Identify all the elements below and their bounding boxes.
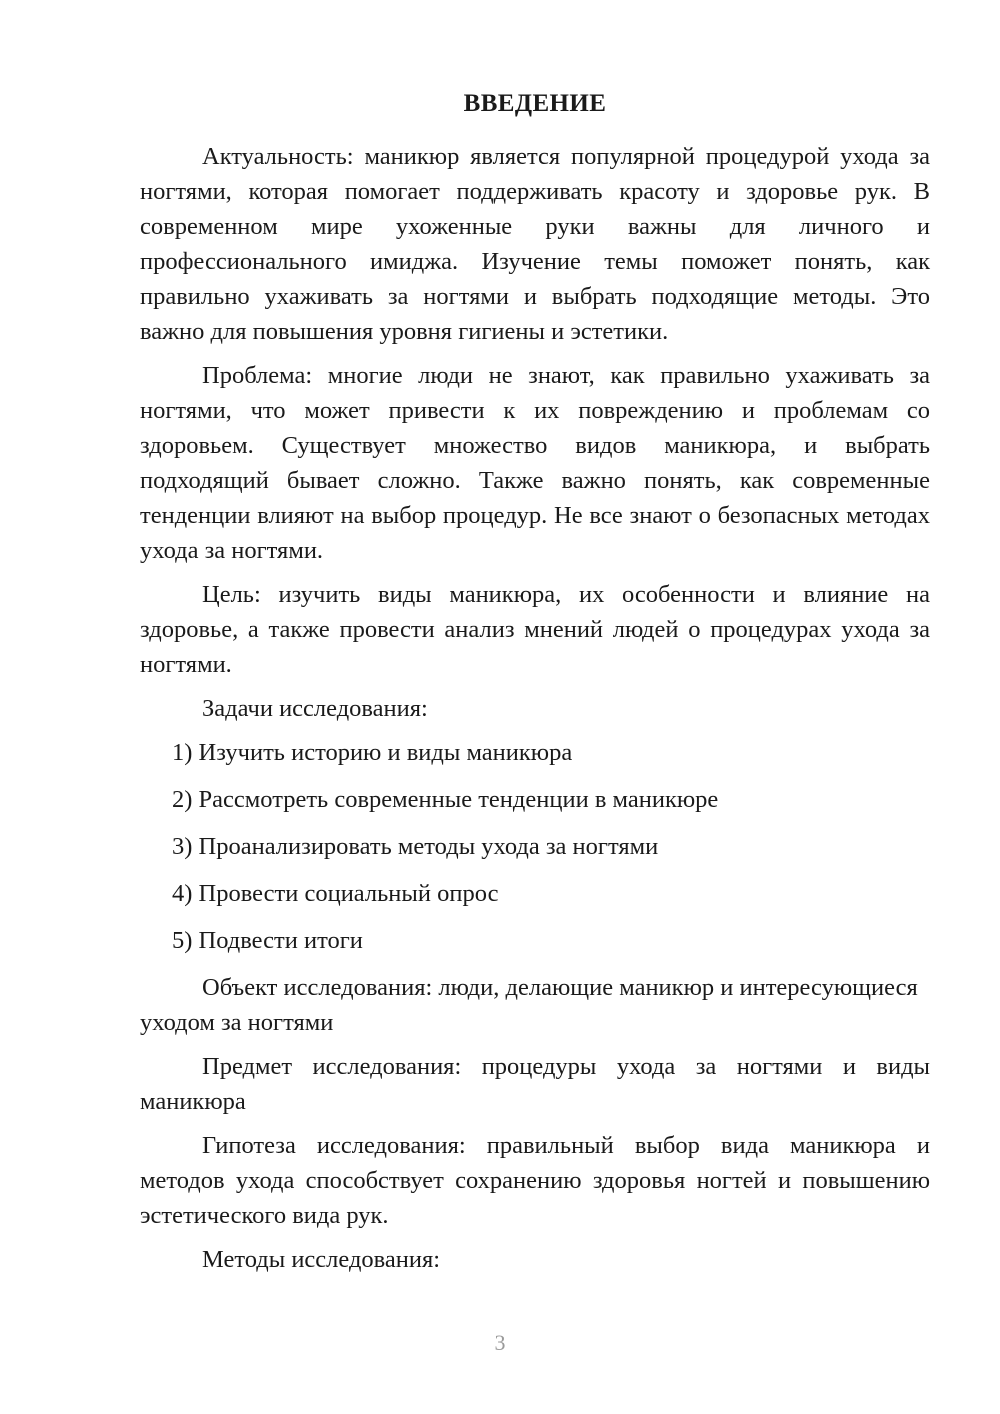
list-item: 2) Рассмотреть современные тенденции в маникюре: [172, 786, 719, 814]
list-item: 5) Подвести итоги: [172, 927, 363, 955]
paragraph-hypothesis: Гипотеза исследования: правильный выбор вида маникюра и методов ухода способствует сохранению здоровья ногтей и повышению эстетического вида рук.: [140, 1132, 930, 1230]
paragraph-relevance: Актуальность: маникюр является популярной процедурой ухода за ногтями, которая помогает поддерживать красоту и здоровье рук. В современном мире ухоженные руки важны для личного и профессионального имиджа. Изучение темы поможет понять, как правильно ухаживать за ногтями и выбрать подходящие методы. Это важно для повышения уровня гигиены и эстетики.: [140, 143, 930, 346]
paragraph-goal: Цель: изучить виды маникюра, их особенности и влияние на здоровье, а также провести анализ мнений людей о процедурах ухода за ногтями.: [140, 581, 930, 679]
list-item: 1) Изучить историю и виды маникюра: [172, 739, 573, 767]
list-item: 4) Провести социальный опрос: [172, 880, 499, 908]
page-title: ВВЕДЕНИЕ: [463, 90, 607, 117]
list-item: 3) Проанализировать методы ухода за ногтями: [172, 833, 659, 861]
page-number: 3: [494, 1330, 506, 1355]
document-body: [140, 88, 930, 1286]
methods-heading: Методы исследования:: [202, 1246, 441, 1274]
tasks-list: [140, 735, 930, 958]
paragraph-subject: Предмет исследования: процедуры ухода за ногтями и виды маникюра: [140, 1053, 930, 1116]
tasks-heading: Задачи исследования:: [202, 695, 428, 723]
paragraph-object: Объект исследования: люди, делающие маникюр и интересующиеся уходом за ногтями: [140, 974, 918, 1037]
paragraph-problem: Проблема: многие люди не знают, как правильно ухаживать за ногтями, что может привести к их повреждению и проблемам со здоровьем. Существует множество видов маникюра, и выбрать подходящий бывает сложно. Также важно понять, как современные тенденции влияют на выбор процедур. Не все знают о безопасных методах ухода за ногтями.: [140, 362, 930, 565]
